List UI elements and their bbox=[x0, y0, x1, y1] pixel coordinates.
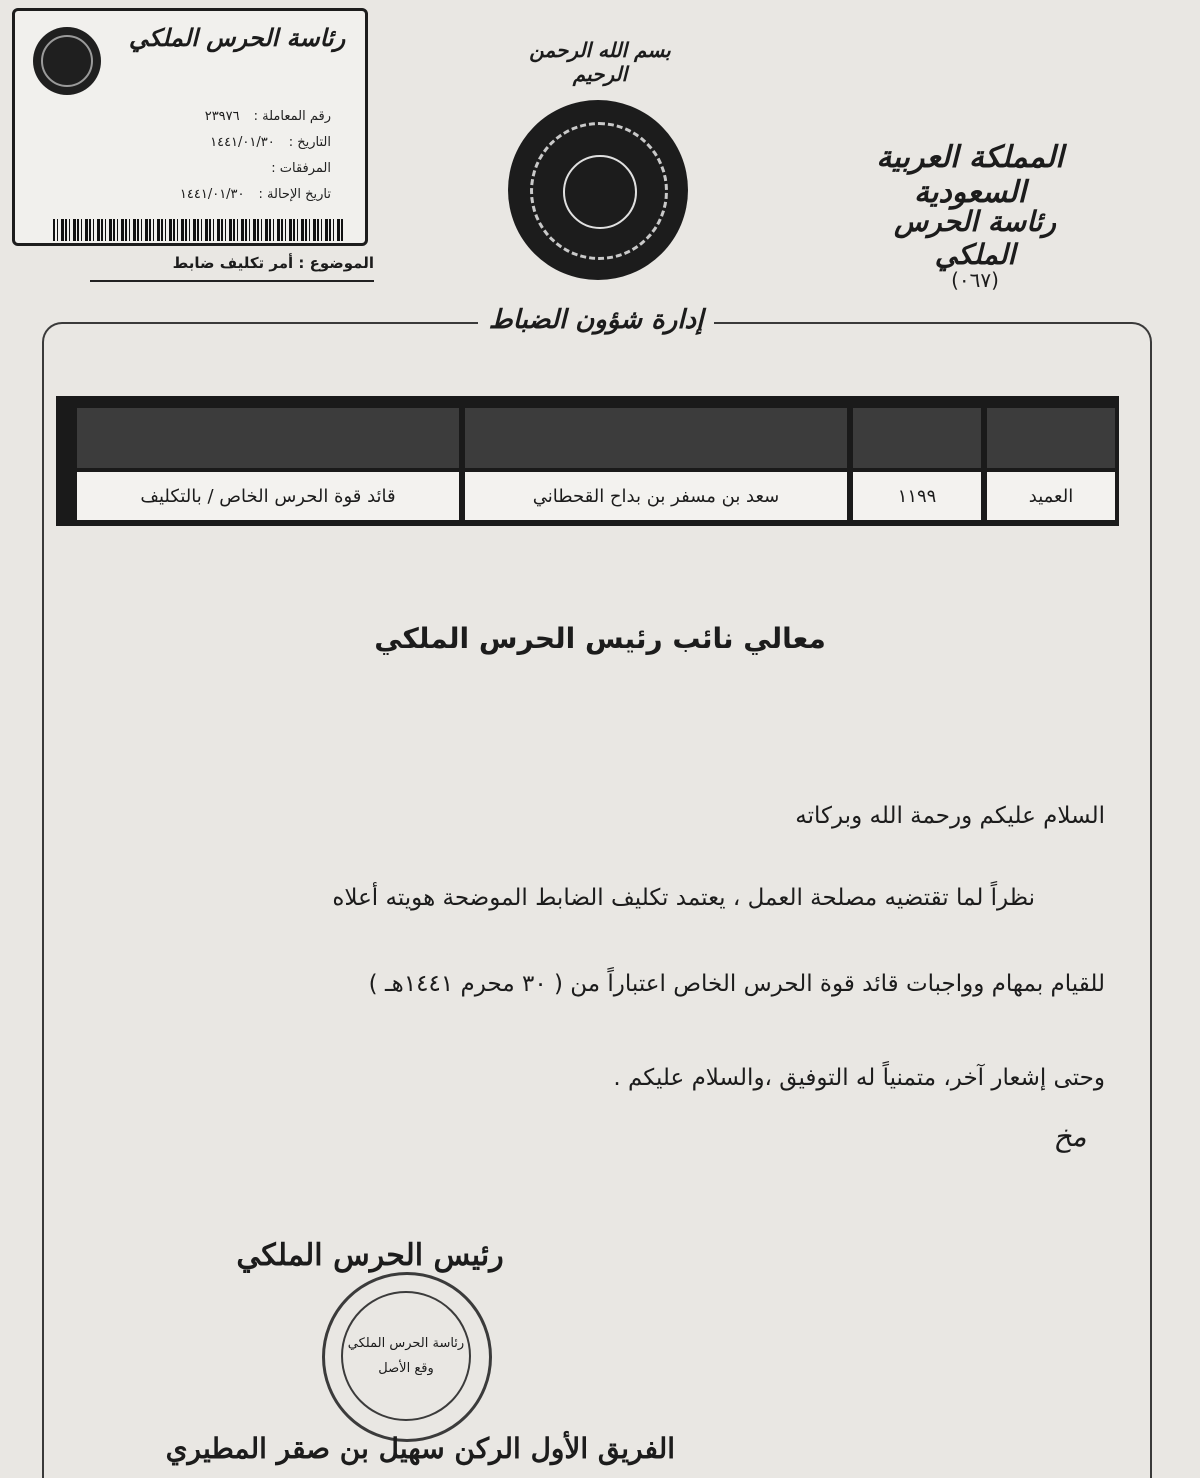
department-title: إدارة شؤون الضباط bbox=[478, 305, 714, 345]
royal-guard-seal-icon bbox=[33, 27, 101, 95]
transaction-date-row: التاريخ :١٤٤١/٠١/٣٠ bbox=[210, 135, 331, 150]
officer-table bbox=[56, 396, 1119, 526]
handwritten-initials: مخ bbox=[1053, 1120, 1087, 1153]
transaction-box bbox=[12, 8, 368, 246]
body-line-2: للقيام بمهام وواجبات قائد قوة الحرس الخاص اعتباراً من ( ٣٠ محرم ١٤٤١هـ ) bbox=[368, 971, 1105, 997]
subject-line: الموضوع : أمر تكليف ضابط bbox=[90, 254, 374, 282]
officer-table-header bbox=[60, 408, 1115, 468]
officer-number: ١١٩٩ bbox=[853, 472, 981, 520]
officer-position: قائد قوة الحرس الخاص / بالتكليف bbox=[77, 472, 459, 520]
official-stamp bbox=[322, 1272, 492, 1442]
transaction-attachments-row: المرفقات : bbox=[271, 161, 331, 176]
officer-rank: العميد bbox=[987, 472, 1115, 520]
royal-guard-emblem-icon bbox=[508, 100, 688, 280]
header-cell-position bbox=[77, 408, 459, 468]
officer-name: سعد بن مسفر بن بداح القحطاني bbox=[465, 472, 847, 520]
stamp-original-signed-text: وقع الأصل bbox=[378, 1361, 434, 1376]
body-line-3: وحتى إشعار آخر، متمنياً له التوفيق ،والسلام عليكم . bbox=[613, 1065, 1105, 1091]
document-code: (٠٦٧) bbox=[951, 268, 999, 292]
kingdom-name: المملكة العربية السعودية bbox=[876, 140, 1064, 210]
signatory-title: رئيس الحرس الملكي bbox=[236, 1238, 504, 1273]
officer-table-row bbox=[60, 472, 1115, 520]
signatory-name: الفريق الأول الركن سهيل بن صقر المطيري bbox=[165, 1432, 675, 1465]
header-cell-rank bbox=[987, 408, 1115, 468]
greeting: السلام عليكم ورحمة الله وبركاته bbox=[795, 803, 1105, 829]
header-cell-number bbox=[853, 408, 981, 468]
barcode bbox=[53, 219, 343, 241]
transaction-org-name: رئاسة الحرس الملكي bbox=[128, 23, 346, 52]
basmala: بسم الله الرحمن الرحيم bbox=[529, 38, 671, 86]
header-cell-name bbox=[465, 408, 847, 468]
presidency-name: رئاسة الحرس الملكي bbox=[893, 205, 1057, 271]
addressee: معالي نائب رئيس الحرس الملكي bbox=[374, 622, 826, 655]
transaction-referral-date-row: تاريخ الإحالة :١٤٤١/٠١/٣٠ bbox=[179, 187, 331, 202]
body-line-1: نظراً لما تقتضيه مصلحة العمل ، يعتمد تكليف الضابط الموضحة هويته أعلاه bbox=[332, 885, 1035, 911]
transaction-number-row: رقم المعاملة :٢٣٩٧٦ bbox=[204, 109, 331, 124]
stamp-org-text: رئاسة الحرس الملكي bbox=[347, 1336, 465, 1351]
